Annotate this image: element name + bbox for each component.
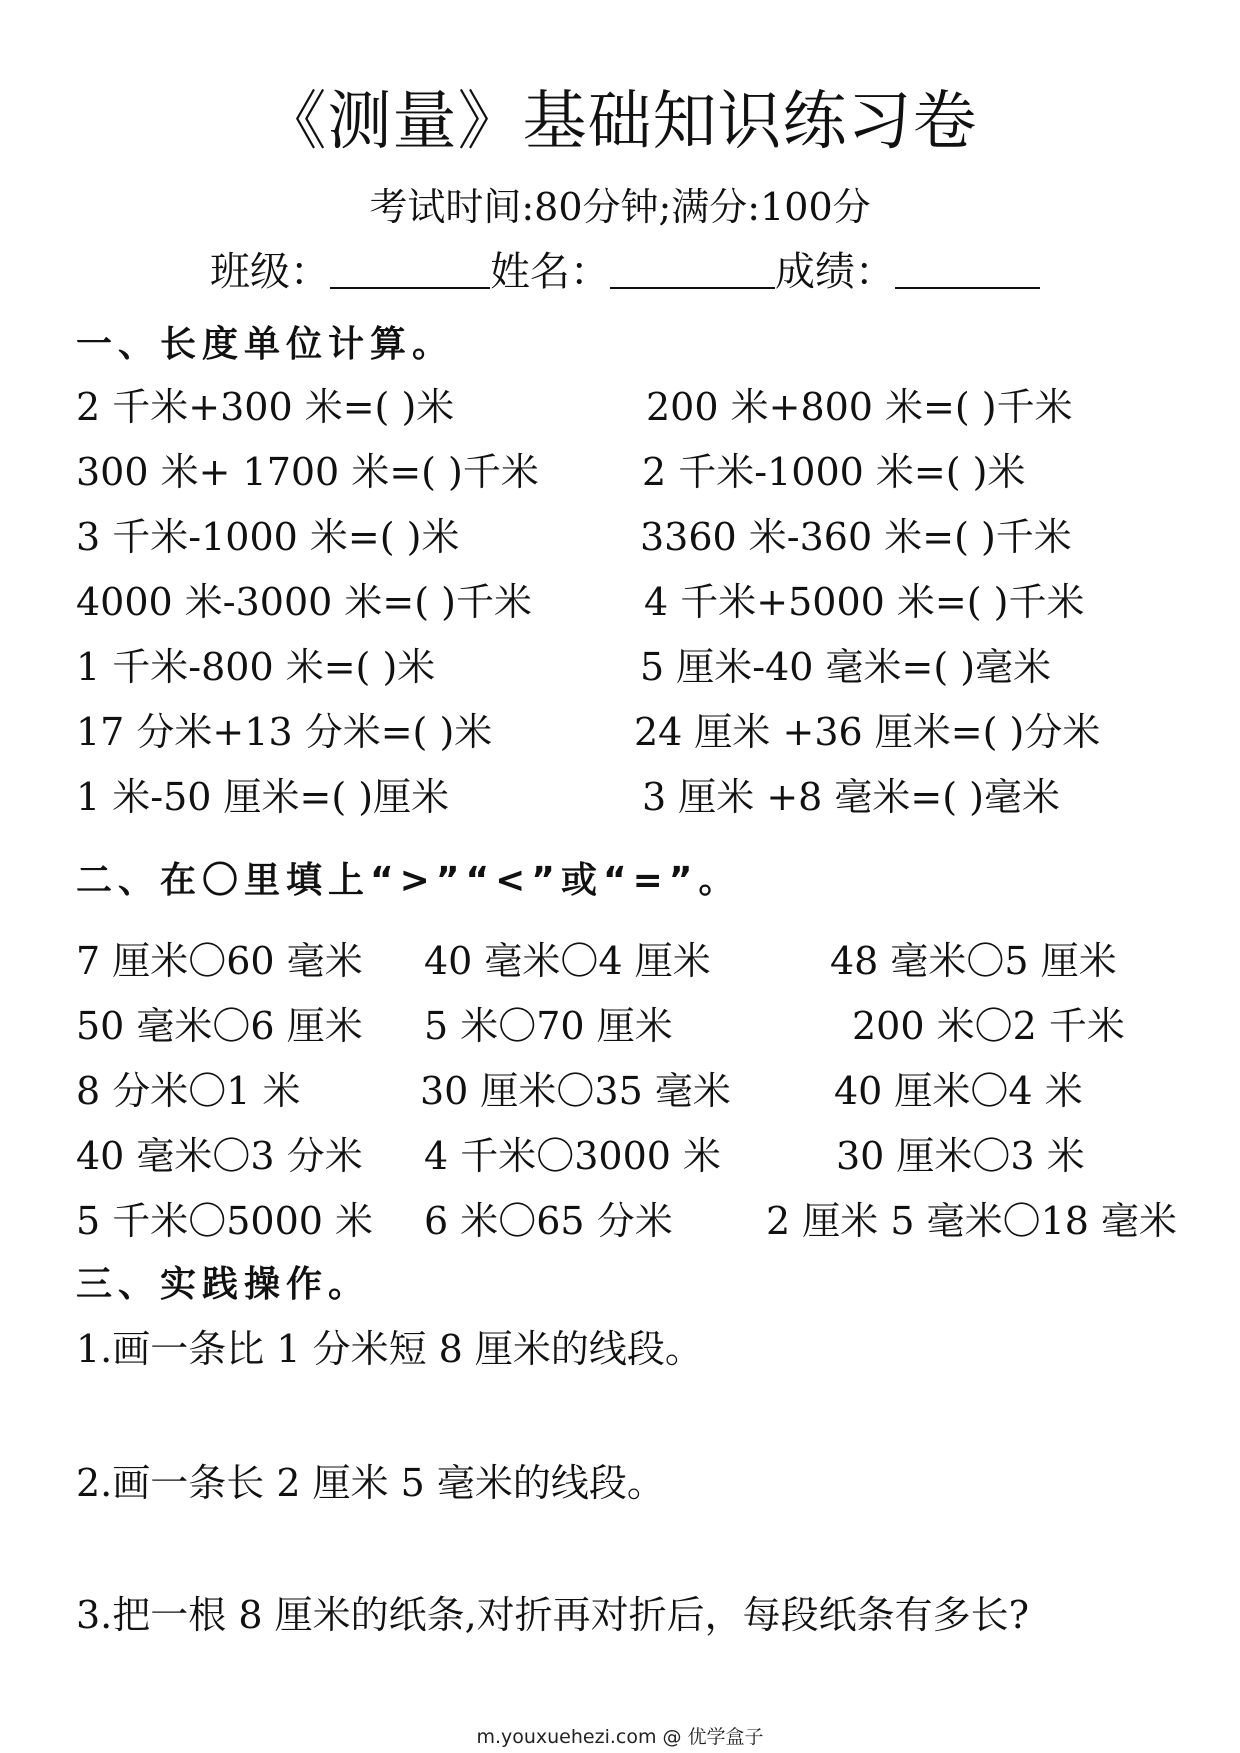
- score-blank[interactable]: [895, 251, 1040, 289]
- compare-item: 4 千米〇3000 米: [424, 1134, 722, 1178]
- calc-item: 2 千米+300 米=( )米: [76, 385, 455, 429]
- compare-item: 40 厘米〇4 米: [834, 1069, 1083, 1113]
- compare-item: 40 毫米〇3 分米: [76, 1134, 363, 1178]
- calc-item: 200 米+800 米=( )千米: [646, 385, 1073, 429]
- calc-item: 3360 米-360 米=( )千米: [640, 515, 1072, 559]
- compare-item: 30 厘米〇3 米: [836, 1134, 1085, 1178]
- class-label: 班级：: [210, 249, 330, 295]
- compare-item: 5 米〇70 厘米: [424, 1004, 673, 1048]
- page-title: 《测量》基础知识练习卷: [262, 85, 978, 159]
- compare-item: 40 毫米〇4 厘米: [424, 939, 711, 983]
- calc-item: 3 千米-1000 米=( )米: [76, 515, 460, 559]
- class-blank[interactable]: [330, 251, 490, 289]
- name-label: 姓名：: [490, 249, 610, 295]
- calc-item: 5 厘米-40 毫米=( )毫米: [640, 645, 1052, 689]
- section3-heading: 三、实践操作。: [76, 1264, 371, 1305]
- name-blank[interactable]: [610, 251, 775, 289]
- student-info-line: [210, 240, 1040, 297]
- section1-heading: 一、长度单位计算。: [76, 324, 455, 365]
- calc-item: 17 分米+13 分米=( )米: [76, 710, 493, 754]
- practice-item: 2.画一条长 2 厘米 5 毫米的线段。: [76, 1461, 665, 1505]
- calc-item: 4 千米+5000 米=( )千米: [644, 580, 1085, 624]
- footer-watermark: m.youxuehezi.com @ 优学盒子: [476, 1726, 764, 1748]
- calc-item: 300 米+ 1700 米=( )千米: [76, 450, 539, 494]
- calc-item: 24 厘米 +36 厘米=( )分米: [634, 710, 1101, 754]
- section2-heading: 二、在〇里填上“>”“<”或“=”。: [76, 860, 741, 901]
- compare-item: 2 厘米 5 毫米〇18 毫米: [766, 1199, 1178, 1243]
- compare-item: 8 分米〇1 米: [76, 1069, 301, 1113]
- score-label: 成绩：: [775, 249, 895, 295]
- practice-item: 1.画一条比 1 分米短 8 厘米的线段。: [76, 1327, 703, 1371]
- calc-item: 2 千米-1000 米=( )米: [642, 450, 1026, 494]
- exam-info: 考试时间:80分钟;满分:100分: [369, 185, 871, 229]
- compare-item: 5 千米〇5000 米: [76, 1199, 374, 1243]
- compare-item: 30 厘米〇35 毫米: [420, 1069, 731, 1113]
- compare-item: 7 厘米〇60 毫米: [76, 939, 363, 983]
- compare-item: 50 毫米〇6 厘米: [76, 1004, 363, 1048]
- calc-item: 1 米-50 厘米=( )厘米: [76, 775, 450, 819]
- calc-item: 3 厘米 +8 毫米=( )毫米: [642, 775, 1061, 819]
- practice-item: 3.把一根 8 厘米的纸条,对折再对折后，每段纸条有多长?: [76, 1593, 1030, 1637]
- calc-item: 1 千米-800 米=( )米: [76, 645, 436, 689]
- calc-item: 4000 米-3000 米=( )千米: [76, 580, 532, 624]
- compare-item: 6 米〇65 分米: [424, 1199, 673, 1243]
- compare-item: 48 毫米〇5 厘米: [830, 939, 1117, 983]
- compare-item: 200 米〇2 千米: [852, 1004, 1125, 1048]
